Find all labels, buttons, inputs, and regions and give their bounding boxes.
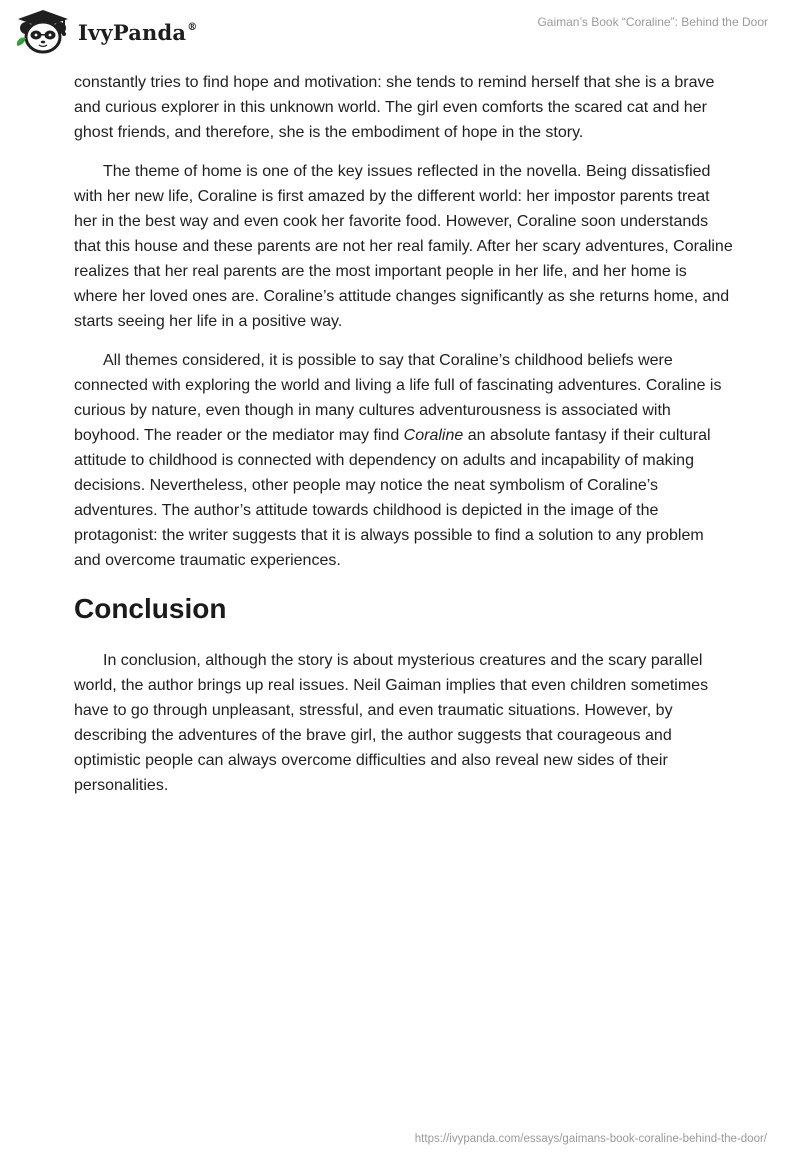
paragraph-home: The theme of home is one of the key issues reflected in the novella. Being dissatisfied with her new life, Coraline is first amazed by the different world: her impostor parents treat her in the best way and even cook her favorite food. However, Coraline soon understands that this house and these parents are not her real family. After her scary adventures, Coraline realizes that her real parents are the most important people in her life, and her home is where her loved ones are. Coraline’s attitude changes significantly as she returns home, and starts seeing her life in a positive way.: [74, 163, 733, 330]
book-title-italic: Coraline: [403, 427, 464, 444]
conclusion-heading: Conclusion: [74, 593, 227, 624]
paragraph-hope: constantly tries to find hope and motivation: she tends to remind herself that she is a brave and curious explorer in this unknown world. The girl even comforts the scared cat and her ghost friends, and therefore, she is the embodiment of hope in the story.: [74, 74, 715, 141]
registered-mark: ®: [187, 21, 198, 33]
paragraph-childhood: All themes considered, it is possible to say that Coraline’s childhood beliefs were connected with exploring the world and living a life full of fascinating adventures. Coraline is curious by nature, even though in many cultures adventurousness is associated with boyhood. The reader or the mediator may find Coraline an absolute fantasy if their cultural attitude to childhood is connected with dependency on adults and incapability of making decisions. Nevertheless, other people may notice the neat symbolism of Coraline’s adventures. The author’s attitude towards childhood is depicted in the image of the protagonist: the writer suggests that it is always possible to find a solution to any problem and overcome traumatic experiences.: [74, 352, 722, 569]
paragraph-conclusion: In conclusion, although the story is about mysterious creatures and the scary parallel world, the author brings up real issues. Neil Gaiman implies that even children sometimes have to go through unpleasant, stressful, and even traumatic situations. However, by describing the adventures of the brave girl, the author suggests that courageous and optimistic people can always overcome difficulties and also reveal new sides of their personalities.: [74, 652, 709, 794]
essay-content: [74, 70, 734, 812]
brand-name: IvyPanda®: [78, 19, 198, 45]
document-title: Gaiman’s Book “Coraline”: Behind the Door: [537, 15, 768, 29]
panda-graduate-logo-icon: [14, 8, 72, 54]
page-header: [0, 0, 800, 62]
ivypanda-logo[interactable]: [14, 8, 197, 54]
source-url[interactable]: https://ivypanda.com/essays/gaimans-book-coraline-behind-the-door/: [414, 1133, 767, 1145]
